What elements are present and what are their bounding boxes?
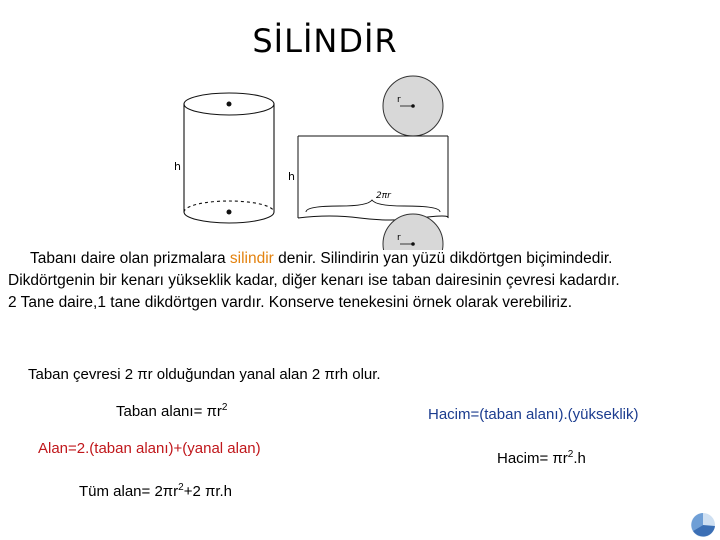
volume-formula: [497, 450, 586, 467]
top-center-dot: [227, 102, 232, 107]
cylinder-figure: [0, 0, 720, 250]
volume-rule: Hacim=(taban alanı).(yükseklik): [428, 406, 639, 423]
paragraph-line-1: [8, 248, 712, 270]
surface-area-rule: Alan=2.(taban alanı)+(yanal alan): [38, 440, 261, 457]
total-area-formula: [79, 483, 232, 500]
volume-formula-text: Hacim= πr: [497, 450, 568, 467]
base-area-text: Taban alanı= πr: [116, 403, 222, 420]
label-circumference: 2πr: [376, 191, 391, 201]
label-r-bottom: r: [397, 233, 401, 243]
net-rectangle: [298, 136, 448, 220]
total-area-text: Tüm alan= 2πr: [79, 483, 179, 500]
cylinder-drawing: [184, 93, 274, 223]
base-area-exponent: 2: [221, 402, 228, 413]
label-h-left: h: [174, 160, 181, 173]
page-title: SİLİNDİR: [252, 22, 398, 60]
lateral-area-statement: Taban çevresi 2 πr olduğundan yanal alan 2 πrh olur.: [28, 366, 381, 383]
total-area-exponent: 2: [178, 482, 184, 493]
volume-exponent: 2: [567, 449, 574, 460]
paragraph-line-2: Dikdörtgenin bir kenarı yükseklik kadar, diğer kenarı ise taban dairesinin çevresi kadardır.: [8, 272, 620, 289]
base-area-formula: [116, 403, 227, 420]
paragraph-text-1: Tabanı daire olan prizmalara: [30, 250, 230, 267]
presentation-logo-icon: [690, 512, 716, 538]
label-h-right: h: [288, 170, 295, 183]
volume-formula-suffix: .h: [573, 450, 586, 467]
circumference-brace: [306, 200, 440, 212]
paragraph-text-2: denir. Silindirin yan yüzü dikdörtgen biçimindedir.: [273, 250, 613, 267]
bottom-center-dot: [227, 210, 232, 215]
label-r-top: r: [397, 95, 401, 105]
definition-paragraph: [8, 248, 712, 314]
paragraph-line-3: 2 Tane daire,1 tane dikdörtgen vardır. Konserve tenekesini örnek olarak verebiliriz.: [8, 294, 573, 311]
total-area-suffix: +2 πr.h: [183, 483, 232, 500]
highlight-term: silindir: [229, 250, 274, 267]
